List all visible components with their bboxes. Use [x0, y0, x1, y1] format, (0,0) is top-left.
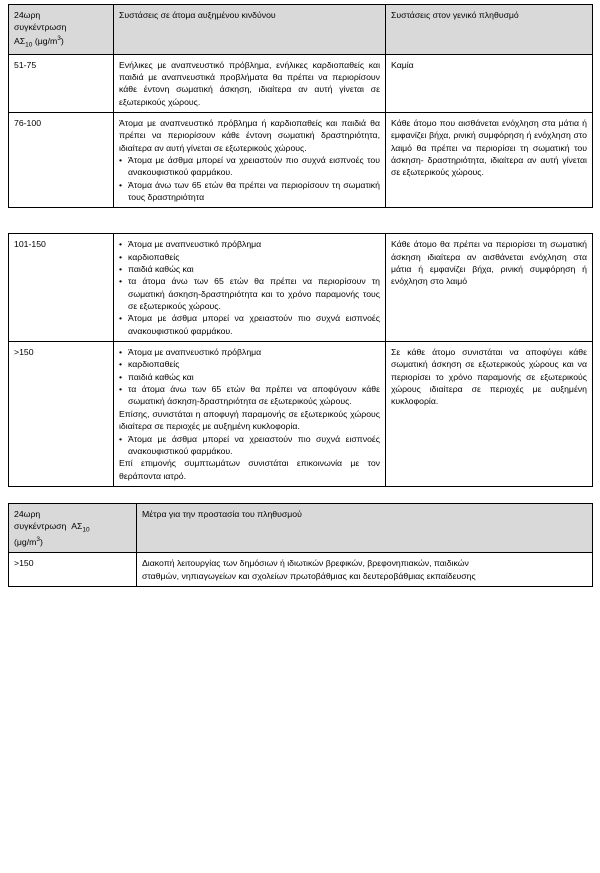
header-line-1: 24ωρη: [14, 508, 41, 519]
table-row: [9, 234, 593, 342]
cell-range: 76-100: [9, 112, 114, 207]
cell-general-recommendation: [386, 234, 593, 342]
table-row: [9, 553, 593, 587]
cell-measure: [137, 553, 593, 587]
table-header-row: [9, 5, 593, 55]
protection-measures-table: [8, 503, 593, 587]
risk-paragraph: Επίσης, συνιστάται η αποφυγή παραμονής σε εξωτερικούς χώρους ιδιαίτερα σε περιοχές με αυξημένη κυκλοφορία.: [119, 408, 380, 432]
header-units: (μg/m: [32, 35, 58, 46]
risk-bullet: • Άτομα με άσθμα μπορεί να χρειαστούν πιο συχνά εισπνοές ανακουφιστικού φαρμάκου.: [119, 433, 380, 458]
general-text: Σε κάθε άτομο συνιστάται να αποφύγει κάθε σωματική άσκηση σε εξωτερικούς χώρους και να περιορίσει το χρόνο παραμονής σε εξωτερικούς χώρους ιδιαίτερα σε περιοχές με αυξημένη κυκλοφορία.: [391, 347, 587, 407]
header-line-2: συγκέντρωση: [14, 22, 67, 33]
table-row: [9, 112, 593, 207]
header-sub: 10: [25, 41, 33, 49]
risk-bullet: • καρδιοπαθείς: [119, 358, 380, 370]
header-sup: 3: [36, 536, 41, 544]
risk-bullet: • παιδιά καθώς και: [119, 263, 380, 275]
cell-risk-recommendation: [114, 342, 386, 487]
header-measures: Μέτρα για την προστασία του πληθυσμού: [137, 503, 593, 553]
risk-bullet: • Άτομα με αναπνευστικό πρόβλημα: [119, 346, 380, 358]
header-abbr: ΑΣ: [14, 35, 26, 46]
general-text: Καμία: [391, 59, 414, 70]
measure-line-1: Διακοπή λειτουργίας των δημόσιων ή ιδιωτικών βρεφικών, βρεφονηπιακών, παιδικών: [142, 558, 469, 569]
risk-bullet: • Άτομα με άσθμα μπορεί να χρειαστούν πιο συχνά εισπνοές ανακουφιστικού φαρμάκου.: [119, 312, 380, 337]
risk-bullet: • Άτομα με άσθμα μπορεί να χρειαστούν πιο συχνά εισπνοές του ανακουφιστικού φαρμάκου.: [119, 154, 380, 179]
risk-text: Ενήλικες με αναπνευστικό πρόβλημα, ενήλικες καρδιοπαθείς και παιδιά με αναπνευστικά προβλήματα θα πρέπει να περιορίσουν κάθε έντονη σωματική άσκηση, ιδιαίτερα αν αυτή γίνεται σε εξωτερικούς χώρους.: [119, 59, 380, 107]
header-concentration: [9, 503, 137, 553]
header-concentration: [9, 5, 114, 55]
table-spacer: [8, 487, 592, 503]
risk-paragraph: Άτομα με αναπνευστικό πρόβλημα ή καρδιοπαθείς και παιδιά θα πρέπει να περιορίσουν κάθε έντονη σωματική δραστηριότητα, ιδιαίτερα αν αυτή γίνεται σε εξωτερικούς χώρους.: [119, 117, 380, 153]
header-units: (μg/m: [14, 537, 37, 548]
cell-range: 51-75: [9, 54, 114, 112]
cell-range: 101-150: [9, 234, 114, 342]
cell-risk-recommendation: [114, 112, 386, 207]
cell-range: >150: [9, 342, 114, 487]
air-quality-table-2: [8, 233, 593, 487]
risk-paragraph: Επί επιμονής συμπτωμάτων συνιστάται επικοινωνία με τον θεράποντα ιατρό.: [119, 458, 380, 481]
header-risk-group: Συστάσεις σε άτομα αυξημένου κινδύνου: [114, 5, 386, 55]
table-row: [9, 54, 593, 112]
cell-range: >150: [9, 553, 137, 587]
risk-bullet: • Άτομα άνω των 65 ετών θα πρέπει να περιορίσουν τη σωματική τους δραστηριότητα: [119, 179, 380, 204]
header-close: ): [40, 537, 43, 548]
cell-risk-recommendation: [114, 234, 386, 342]
header-line-1: 24ωρη: [14, 10, 41, 20]
cell-general-recommendation: [386, 112, 593, 207]
air-quality-table-1: [8, 4, 593, 208]
risk-bullet: • παιδιά καθώς και: [119, 371, 380, 383]
cell-general-recommendation: [386, 54, 593, 112]
cell-general-recommendation: [386, 342, 593, 487]
risk-bullet: • Άτομα με αναπνευστικό πρόβλημα: [119, 238, 380, 250]
risk-bullet: • τα άτομα άνω των 65 ετών θα πρέπει να αποφύγουν κάθε σωματική άσκηση-δραστηριότητα σε εξωτερικούς χώρους.: [119, 383, 380, 408]
measure-line-2: σταθμών, νηπιαγωγείων και σχολείων πρωτοβάθμιας και δευτεροβάθμιας εκπαίδευσης: [142, 570, 476, 581]
header-sup: 3: [57, 34, 61, 42]
risk-bullet: • τα άτομα άνω των 65 ετών θα πρέπει να περιορίσουν τη σωματική άσκηση-δραστηριότητα και το χρόνο παραμονής τους σε εξωτερικούς χώρους.: [119, 275, 380, 312]
general-text: Κάθε άτομο θα πρέπει να περιορίσει τη σωματική άσκηση ιδιαίτερα αν αισθάνεται ενόχληση στα μάτια ή εμφανίζει βήχα, ρινική συμφόρηση ή ενόχληση στο λαιμό: [391, 239, 587, 287]
header-abbr: ΑΣ: [71, 521, 83, 532]
table-spacer: [8, 208, 592, 233]
risk-bullet: • καρδιοπαθείς: [119, 251, 380, 263]
general-text: Κάθε άτομο που αισθάνεται ενόχληση στα μάτια ή εμφανίζει βήχα, ρινική συμφόρηση ή ενόχληση στο λαιμό θα πρέπει να περιορίσει τη σωματική του άσκηση- δραστηριότητα, ιδιαίτερα αν αυτή γίνεται σε εξωτερικούς χώρους.: [391, 117, 587, 178]
header-close: ): [60, 35, 64, 46]
header-general-population: Συστάσεις στον γενικό πληθυσμό: [386, 5, 593, 55]
header-sub: 10: [82, 526, 90, 534]
cell-risk-recommendation: [114, 54, 386, 112]
table-row: [9, 342, 593, 487]
table-header-row: [9, 503, 593, 553]
header-line-2: συγκέντρωση: [14, 521, 67, 532]
